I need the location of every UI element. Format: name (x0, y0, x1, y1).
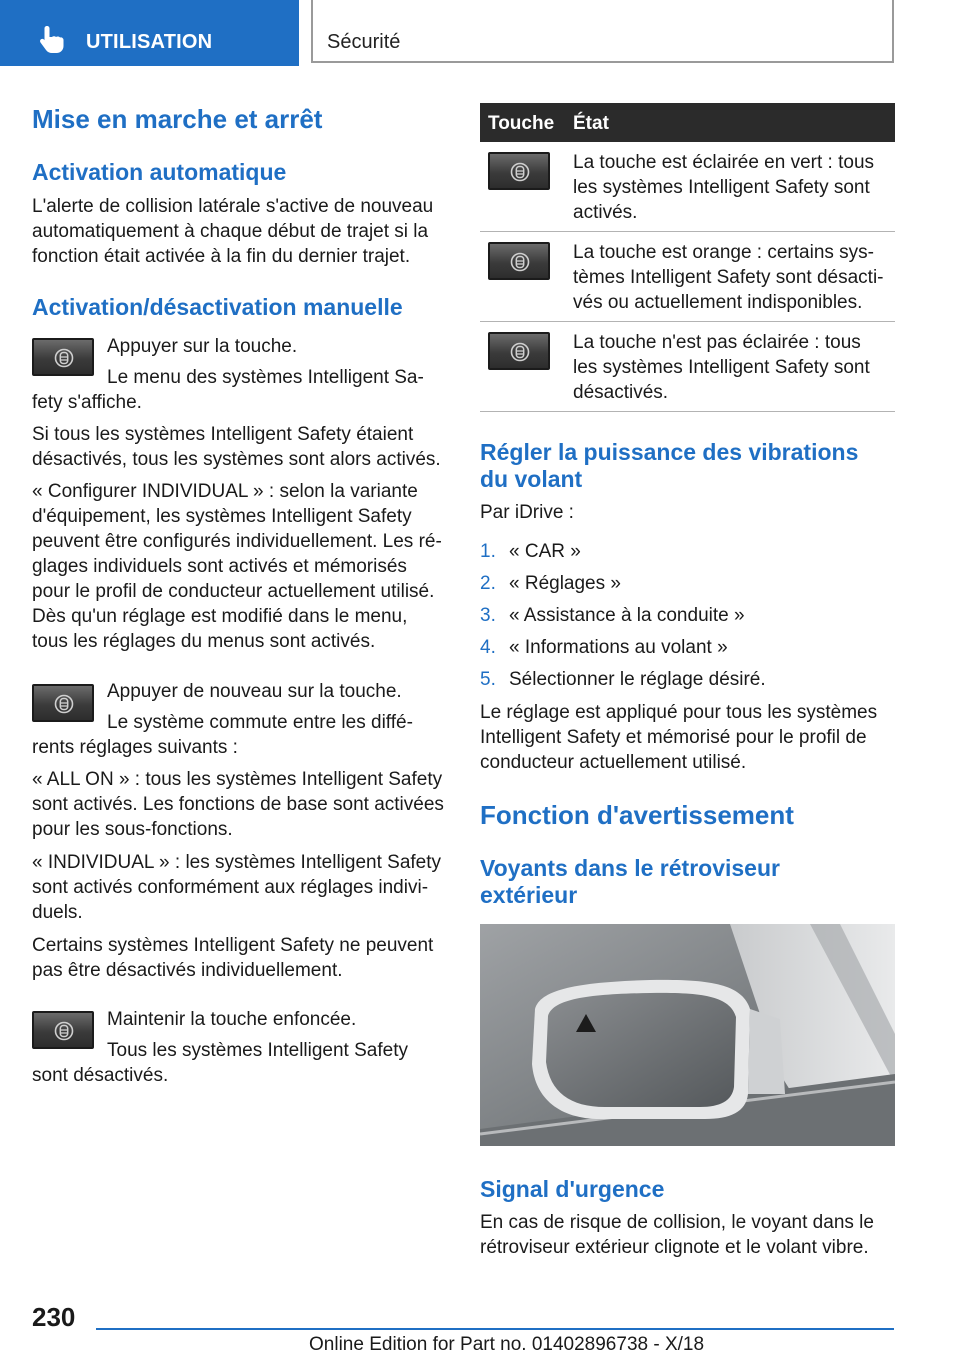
page-number: 230 (32, 1302, 76, 1332)
text-commute-2: rents réglages suivants : (32, 737, 238, 758)
button-off-state (488, 332, 550, 370)
chapter-header (311, 0, 894, 63)
car-safety-icon (510, 342, 530, 362)
section-label: UTILISATION (86, 31, 213, 53)
paragraph-certains: Certains systèmes Intelligent Safety ne peuvent pas être désactivés individuellement. (32, 935, 434, 981)
heading-signal-urgence: Signal d'urgence (480, 1176, 665, 1202)
list-item: 1. « CAR » (480, 541, 581, 562)
text-appuyer-nouveau: Appuyer de nouveau sur la touche. (107, 681, 402, 702)
text-commute-1: Le système commute entre les diffé- (107, 712, 413, 733)
list-item: 3. « Assistance à la conduite » (480, 605, 745, 626)
text-desactives-1: Tous les systèmes Intelligent Safety (107, 1040, 408, 1061)
heading-mise-en-marche: Mise en marche et arrêt (32, 104, 323, 134)
section-tab[interactable] (0, 0, 299, 66)
state-text: La touche est orange : certains sys- tèmes Intelligent Safety sont désacti- vés ou actuellement indisponibles. (573, 242, 884, 313)
state-text: La touche est éclairée en vert : tous les systèmes Intelligent Safety sont activés. (573, 152, 875, 223)
paragraph-individual: « INDIVIDUAL » : les systèmes Intelligent Safety sont activés conformément aux réglages indivi- duels. (32, 852, 442, 923)
list-item: 5. Sélectionner le réglage désiré. (480, 669, 766, 690)
text-appuyer: Appuyer sur la touche. (107, 336, 298, 357)
text-desactives-2: sont désactivés. (32, 1065, 169, 1086)
col-etat: État (573, 113, 609, 134)
car-safety-icon (510, 252, 530, 272)
text-menu-affiche-1: Le menu des systèmes Intelligent Sa- (107, 367, 424, 388)
list-item: 2. « Réglages » (480, 573, 621, 594)
hand-pointer-icon (38, 24, 66, 54)
steps-list (480, 539, 895, 699)
heading-fonction-avertissement: Fonction d'avertissement (480, 800, 794, 830)
paragraph-all-on: « ALL ON » : tous les systèmes Intelligent Safety sont activés. Les fonctions de base sont activées pour les sous-fonctions. (32, 769, 444, 840)
text-par-idrive: Par iDrive : (480, 502, 574, 523)
heading-activation-auto: Activation automatique (32, 159, 287, 185)
text-menu-affiche-2: fety s'affiche. (32, 392, 142, 413)
car-safety-icon (54, 694, 74, 714)
table-row (480, 142, 895, 232)
paragraph-reglage-applique: Le réglage est appliqué pour tous les systèmes Intelligent Safety et mémorisé pour le profil de conducteur actuellement utilisé. (480, 702, 878, 773)
col-touche: Touche (488, 113, 555, 134)
table-row (480, 322, 895, 412)
table-header (480, 103, 895, 142)
intelligent-safety-button (32, 338, 94, 376)
paragraph-signal-urgence: En cas de risque de collision, le voyant dans le rétroviseur extérieur clignote et le volant vibre. (480, 1212, 874, 1258)
intelligent-safety-button (32, 1011, 94, 1049)
paragraph-tous-desactives: Si tous les systèmes Intelligent Safety étaient désactivés, tous les systèmes sont alors activés. (32, 424, 441, 470)
state-text: La touche n'est pas éclairée : tous les systèmes Intelligent Safety sont désactivés. (573, 332, 870, 403)
table-row (480, 232, 895, 322)
car-safety-icon (510, 162, 530, 182)
heading-voyants-retroviseur: Voyants dans le rétroviseur extérieur (480, 855, 780, 908)
heading-activation-manuelle: Activation/désactivation manuelle (32, 294, 403, 320)
edition-text: Online Edition for Part no. 01402896738 - X/18 (309, 1334, 705, 1355)
list-item: 4. « Informations au volant » (480, 637, 728, 658)
heading-vibrations: Régler la puissance des vibrations du volant (480, 439, 859, 492)
text-maintenir: Maintenir la touche enfoncée. (107, 1009, 357, 1030)
button-orange-state (488, 242, 550, 280)
chapter-label: Sécurité (327, 31, 401, 53)
car-safety-icon (54, 1021, 74, 1041)
intelligent-safety-button (32, 684, 94, 722)
footer-divider (96, 1328, 894, 1330)
car-safety-icon (54, 348, 74, 368)
paragraph-activation-auto: L'alerte de collision latérale s'active de nouveau automatiquement à chaque début de trajet si la fonction était activée à la fin du dernier trajet. (32, 196, 434, 267)
button-green-state (488, 152, 550, 190)
paragraph-configurer-individual: « Configurer INDIVIDUAL » : selon la variante d'équipement, les systèmes Intelligent Safety peuvent être configurés individuellement. Les ré- glages individuels sont activés et mémorisés pour le profil de conducteur actuellement utilisé. Dès qu'un réglage est modifié dans le menu, tous les réglages du menus sont activés. (32, 481, 442, 652)
mirror-illustration (480, 924, 895, 1146)
